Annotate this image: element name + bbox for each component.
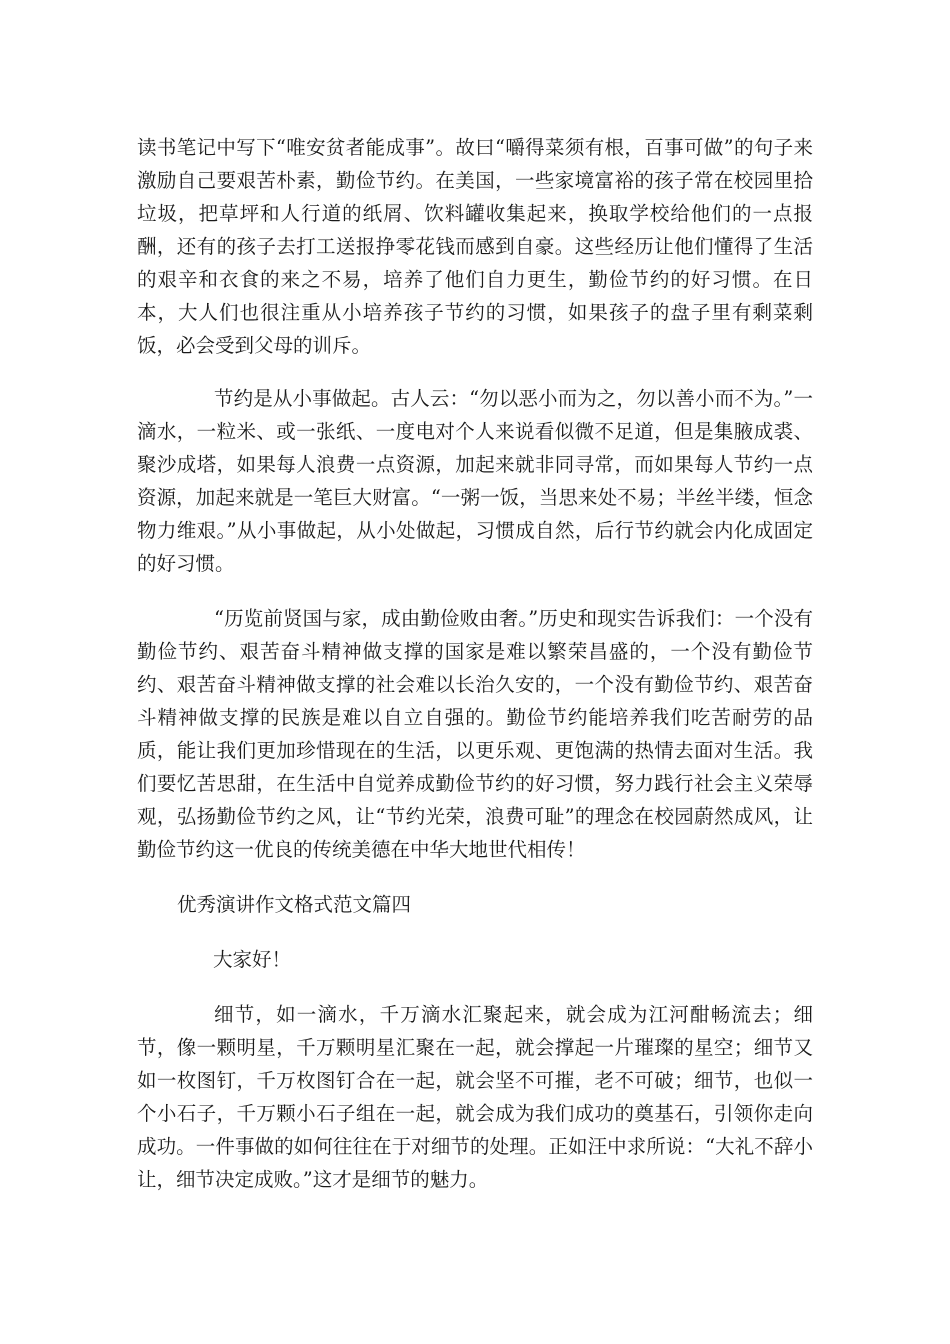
speech-greeting: 大家好！ <box>213 948 292 971</box>
paragraph-details: 细节，如一滴水，千万滴水汇聚起来，就会成为江河酣畅流去；细节，像一颗明星，千万颗明星汇聚在一起，就会撑起一片璀璨的星空；细节又如一枚图钉，千万枚图钉合在一起，就会坚不可摧，老不可破；细节，也似一个小石子，千万颗小石子组在一起，就会成为我们成功的奠基石，引领你走向成功。一件事做的如何往往在于对细节的处理。正如汪中求所说：“大礼不辞小让，细节决定成败。”这才是细节的魅力。 <box>137 1003 813 1191</box>
section-heading: 优秀演讲作文格式范文篇四 <box>177 893 412 916</box>
paragraph-history-lesson: “历览前贤国与家，成由勤俭败由奢。”历史和现实告诉我们：一个没有勤俭节约、艰苦奋斗精神做支撑的国家是难以繁荣昌盛的，一个没有勤俭节约、艰苦奋斗精神做支撑的社会难以长治久安的，一个没有勤俭节约、艰苦奋斗精神做支撑的民族是难以自立自强的。勤俭节约能培养我们吃苦耐劳的品质，能让我们更加珍惜现在的生活，以更乐观、更饱满的热情去面对生活。我们要忆苦思甜，在生活中自觉养成勤俭节约的好习惯，努力践行社会主义荣辱观，弘扬勤俭节约之风，让“节约光荣，浪费可耻”的理念在校园蔚然成风，让勤俭节约这一优良的传统美德在中华大地世代相传！ <box>137 607 813 861</box>
paragraph-saving-small-things: 节约是从小事做起。古人云：“勿以恶小而为之，勿以善小而不为。”一滴水，一粒米、或一张纸、一度电对个人来说看似微不足道，但是集腋成裘、聚沙成塔，如果每人浪费一点资源，加起来就非同寻常，而如果每人节约一点资源，加起来就是一笔巨大财富。“一粥一饭，当思来处不易；半丝半缕，恒念物力维艰。”从小事做起，从小处做起，习惯成自然，后行节约就会内化成固定的好习惯。 <box>137 387 813 575</box>
paragraph-continuation: 读书笔记中写下“唯安贫者能成事”。故曰“嚼得菜须有根，百事可做”的句子来激励自己要艰苦朴素，勤俭节约。在美国，一些家境富裕的孩子常在校园里拾垃圾，把草坪和人行道的纸屑、饮料罐收集起来，换取学校给他们的一点报酬，还有的孩子去打工送报挣零花钱而感到自豪。这些经历让他们懂得了生活的艰辛和衣食的来之不易，培养了他们自力更生，勤俭节约的好习惯。在日本，大人们也很注重从小培养孩子节约的习惯，如果孩子的盘子里有剩菜剩饭，必会受到父母的训斥。 <box>137 136 813 357</box>
